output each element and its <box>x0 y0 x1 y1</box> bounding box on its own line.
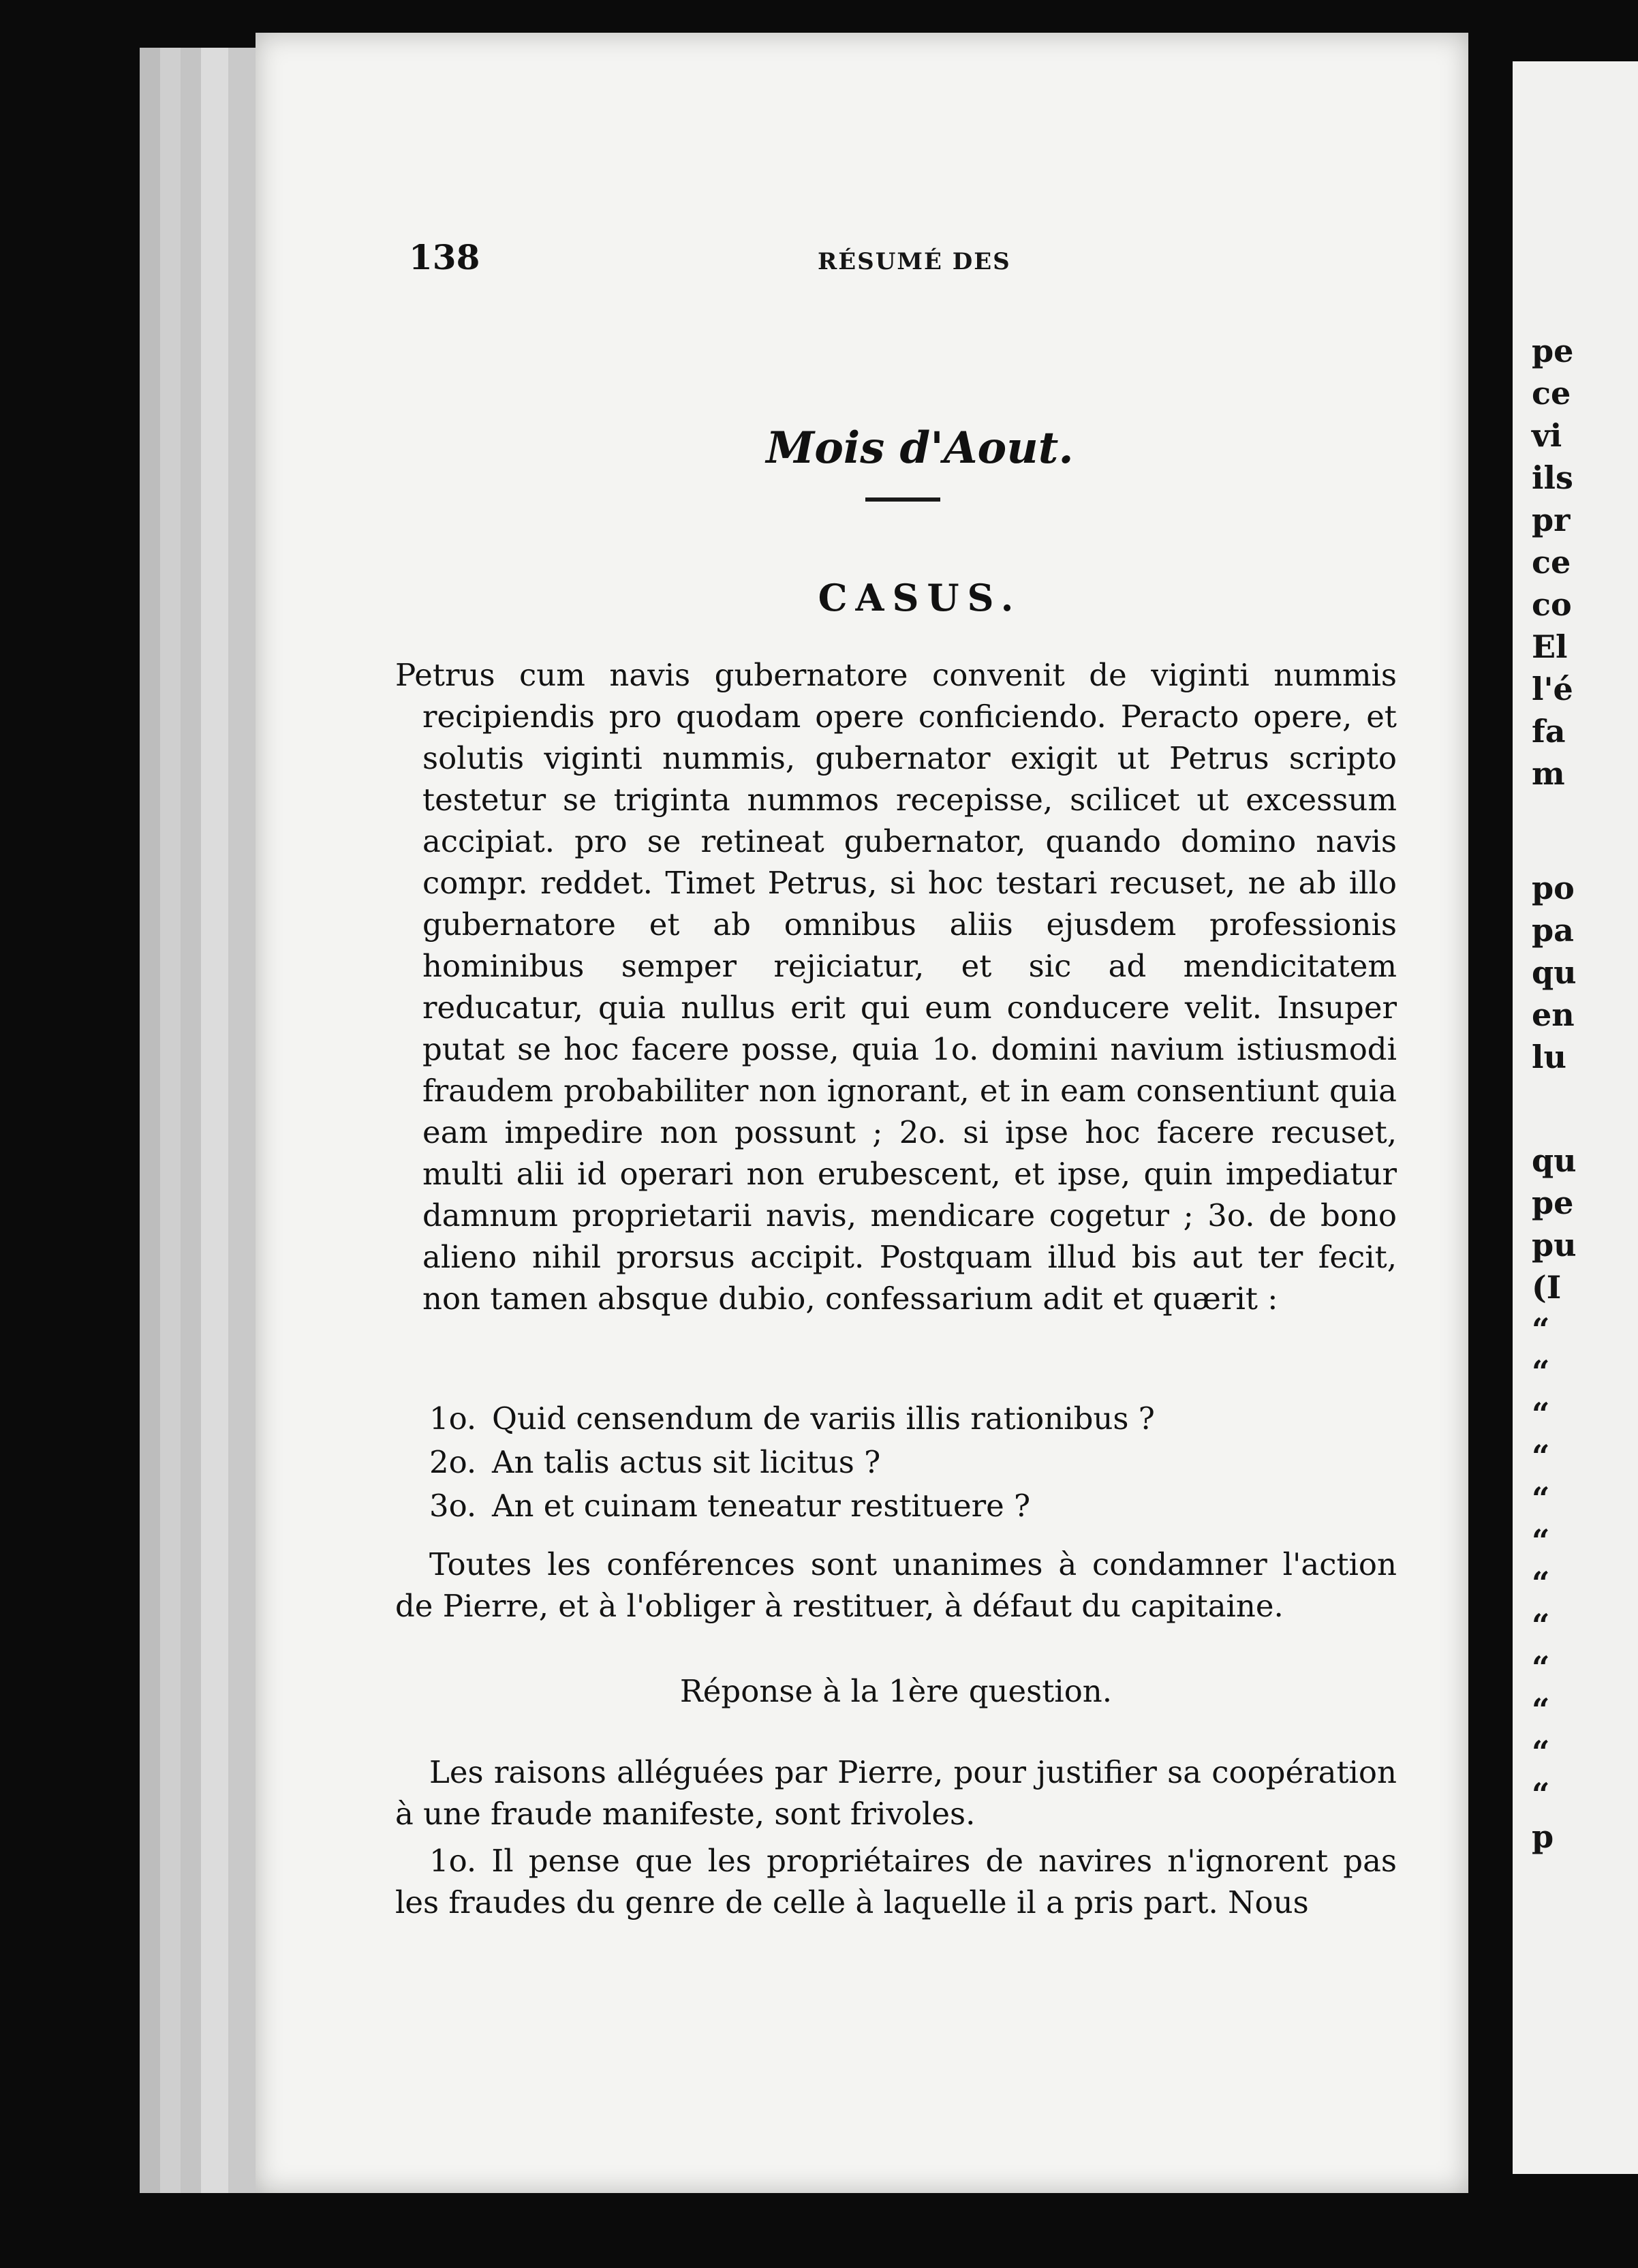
next-page-text: m <box>1532 755 1565 792</box>
answer-heading: Réponse à la 1ère question. <box>679 1673 1113 1709</box>
question-number: 1o. <box>429 1400 477 1437</box>
next-page-text: pu <box>1532 1227 1577 1263</box>
running-head <box>409 232 1472 286</box>
next-page-text: “ <box>1532 1522 1550 1559</box>
next-page-text: “ <box>1532 1353 1550 1390</box>
next-page-text: qu <box>1532 954 1577 991</box>
month-heading: Mois d'Aout. <box>766 423 1074 474</box>
next-page-text: “ <box>1532 1649 1550 1686</box>
next-page-text: “ <box>1532 1396 1550 1432</box>
next-page-text: pe <box>1532 1184 1574 1221</box>
casus-paragraph: Petrus cum navis gubernatore convenit de viginti nummis recipiendis pro quodam opere conficiendo. Peracto opere, et solutis viginti nummis, gubernator exigit ut Petrus scripto testetur se triginta nummos recepisse, scilicet ut excessum accipiat. pro se retineat gubernator, quando domino navis compr. reddet. Timet Petrus, si hoc testari recuset, ne ab illo gubernatore et ab omnibus aliis ejusdem professionis hominibus semper rejiciatur, et sic ad mendicitatem reducatur, quia nullus erit qui eum conducere velit. Insuper putat se hoc facere posse, quia 1o. domini navium istiusmodi fraudem probabiliter non ignorant, et in eam consentiunt quia eam impedire non possunt ; 2o. si ipse hoc facere recuset, multi alii id operari non erubescent, et ipse, quin impediatur damnum proprietarii navis, mendicare cogetur ; 3o. de bono alieno nihil prorsus accipit. Postquam illud bis aut ter fecit, non tamen absque dubio, confessarium adit et quærit : <box>395 657 1397 1317</box>
next-page-text: “ <box>1532 1311 1550 1348</box>
page-edge <box>160 48 183 2193</box>
body-paragraph: Toutes les conférences sont unanimes à condamner l'action de Pierre, et à l'obliger à restituer, à défaut du capitaine. <box>395 1546 1397 1624</box>
next-page-text: El <box>1532 628 1568 665</box>
next-page-text: “ <box>1532 1480 1550 1517</box>
page-edge <box>181 48 203 2193</box>
next-page-text: pr <box>1532 502 1571 538</box>
question-number: 2o. <box>429 1444 477 1480</box>
next-page-text: po <box>1532 870 1575 906</box>
next-page-text: en <box>1532 996 1575 1033</box>
next-page-text: “ <box>1532 1565 1550 1602</box>
next-page-text: co <box>1532 586 1572 623</box>
next-page-text: ce <box>1532 544 1571 581</box>
page-edge <box>228 48 258 2193</box>
question-item <box>429 1441 1383 1484</box>
next-page-text: “ <box>1532 1607 1550 1644</box>
next-page-text: ce <box>1532 375 1571 412</box>
page-edge <box>201 48 230 2193</box>
question-item <box>429 1397 1383 1441</box>
question-number: 3o. <box>429 1488 477 1524</box>
page-number: 138 <box>409 237 480 277</box>
running-head-title: RÉSUMÉ DES <box>818 248 1011 275</box>
next-page-text: lu <box>1532 1039 1566 1075</box>
next-page-text: “ <box>1532 1691 1550 1728</box>
question-text: Quid censendum de variis illis rationibus ? <box>492 1400 1155 1437</box>
next-page-text: “ <box>1532 1776 1550 1813</box>
body-paragraph: Les raisons alléguées par Pierre, pour justifier sa coopération à une fraude manifeste, sont frivoles. <box>395 1754 1397 1832</box>
next-page-text: “ <box>1532 1734 1550 1771</box>
section-heading: CASUS. <box>818 576 1022 619</box>
next-page-text: p <box>1532 1818 1554 1855</box>
question-text: An et cuinam teneatur restituere ? <box>492 1488 1031 1524</box>
next-page-text: pe <box>1532 333 1574 369</box>
question-text: An talis actus sit licitus ? <box>492 1444 881 1480</box>
next-page-fragment <box>1513 61 1638 2174</box>
next-page-text: ils <box>1532 459 1573 496</box>
body-paragraph: 1o. Il pense que les propriétaires de navires n'ignorent pas les fraudes du genre de celle à laquelle il a pris part. Nous <box>395 1843 1397 1920</box>
next-page-text: l'é <box>1532 671 1573 707</box>
bleed-through-line <box>395 327 1438 354</box>
page-edge <box>140 48 162 2193</box>
question-item <box>429 1484 1383 1528</box>
next-page-text: qu <box>1532 1142 1577 1179</box>
next-page-text: pa <box>1532 912 1574 949</box>
heading-rule <box>865 497 940 502</box>
next-page-text: fa <box>1532 713 1566 750</box>
next-page-text: “ <box>1532 1438 1550 1475</box>
next-page-text: vi <box>1532 417 1562 454</box>
next-page-text: (I <box>1532 1269 1562 1306</box>
question-list <box>429 1397 1383 1528</box>
